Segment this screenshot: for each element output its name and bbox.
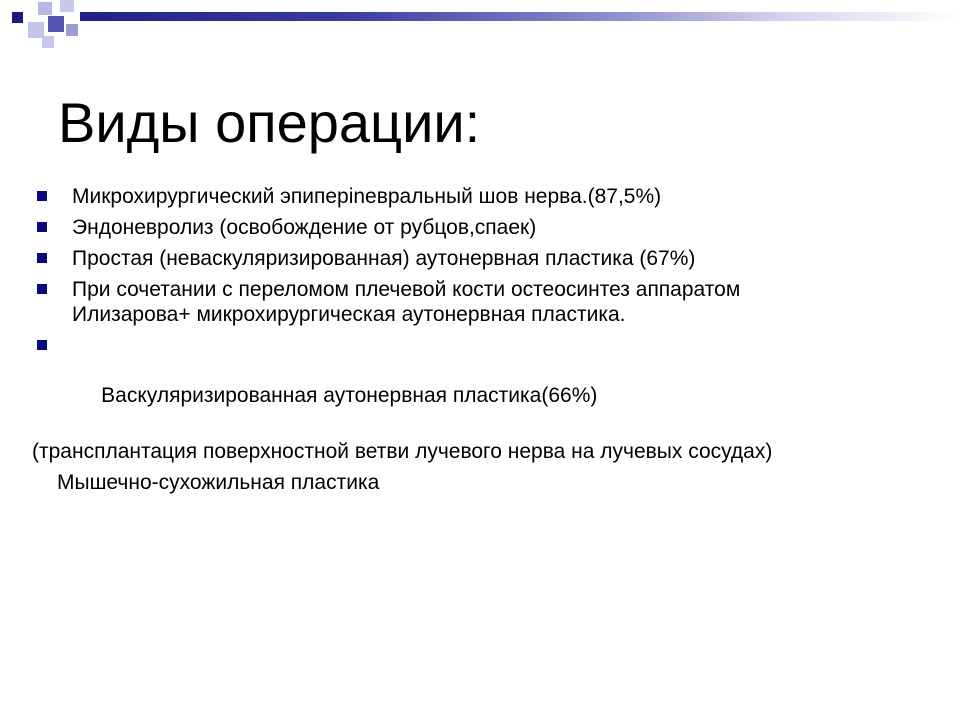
deco-square bbox=[42, 36, 54, 48]
deco-square bbox=[12, 12, 23, 23]
bullet-text: Простая (неваскуляризированная) аутонервная пластика (67%) bbox=[72, 247, 696, 270]
bullet-item bbox=[0, 184, 900, 209]
slide-content bbox=[0, 184, 900, 501]
square-bullet-icon bbox=[37, 284, 47, 294]
deco-square bbox=[48, 16, 64, 32]
deco-square bbox=[60, 0, 74, 12]
square-bullet-icon bbox=[37, 340, 47, 350]
paragraph-text: Мышечно-сухожильная пластика bbox=[57, 471, 380, 494]
square-bullet-icon bbox=[37, 191, 47, 201]
deco-square bbox=[66, 24, 78, 36]
square-bullet-icon bbox=[37, 253, 47, 263]
header-gradient-bar bbox=[80, 12, 960, 21]
bullet-item bbox=[0, 277, 802, 327]
slide-title: Виды операции: bbox=[58, 91, 481, 154]
square-bullet-icon bbox=[37, 222, 47, 232]
bullet-text: Эндоневролиз (освобождение от рубцов,спаек) bbox=[72, 216, 537, 239]
bullet-text: При сочетании с переломом плечевой кости остеосинтез аппаратом Илизарова+ микрохирургическая аутонервная пластика. bbox=[72, 278, 741, 326]
paragraph-text: (трансплантация поверхностной ветви лучевого нерва на лучевых сосудах) bbox=[32, 440, 773, 463]
header-decoration bbox=[0, 0, 960, 60]
bullet-text: Микрохирургический эпиперineвральный шов нерва.(87,5%) bbox=[72, 185, 662, 208]
bullet-item bbox=[0, 246, 900, 271]
deco-square bbox=[38, 2, 52, 15]
bullet-text: Васкуляризированная аутонервная пластика(66%) bbox=[95, 384, 598, 407]
bullet-item bbox=[0, 333, 900, 433]
bullet-item bbox=[0, 215, 900, 240]
